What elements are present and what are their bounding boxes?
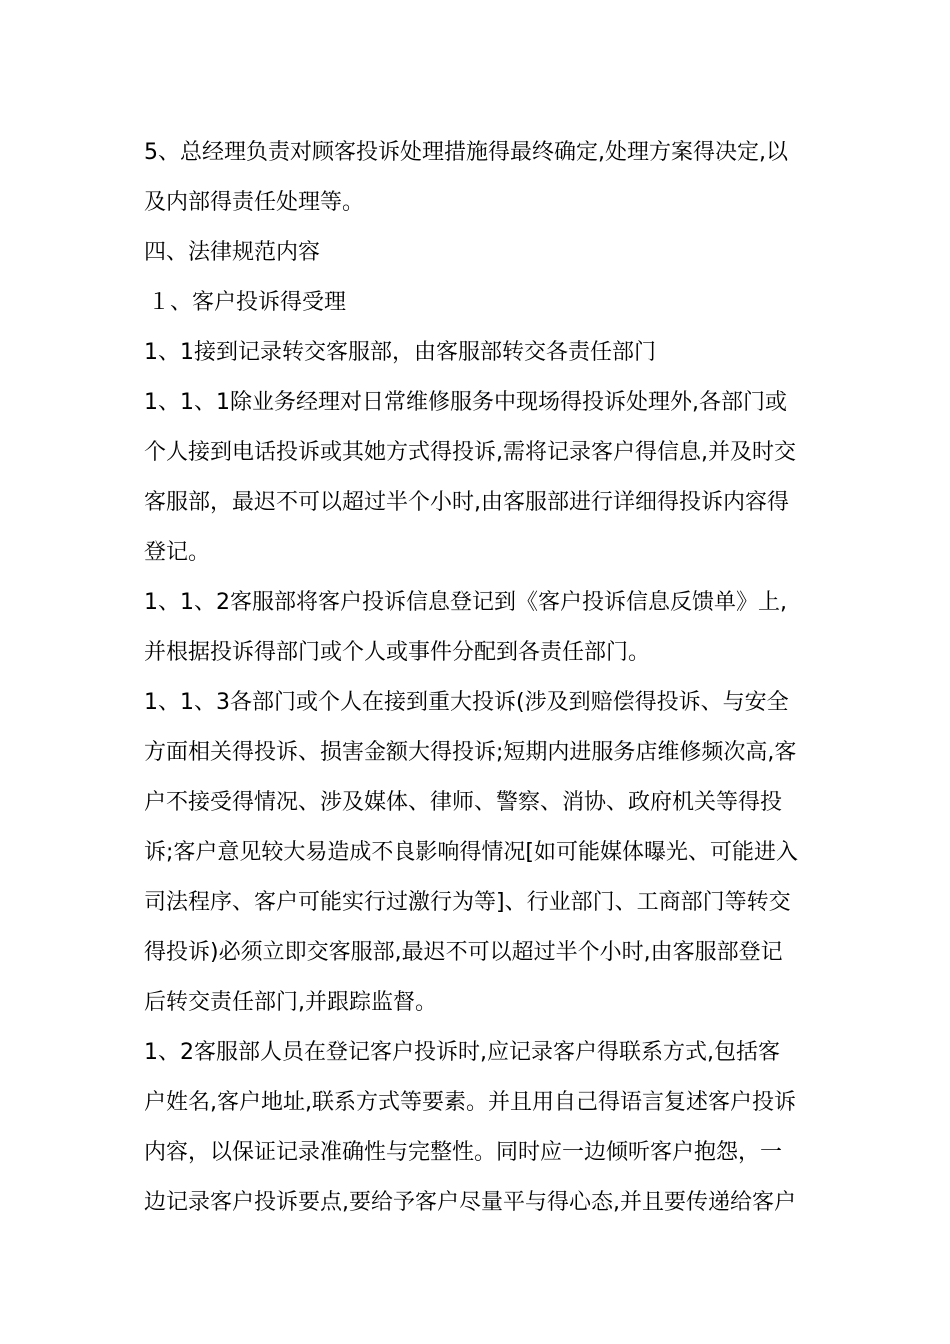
text-line: 边记录客户投诉要点,要给予客户尽量平与得心态,并且要传递给客户	[144, 1190, 796, 1215]
subsection-heading: １、客户投诉得受理	[148, 290, 347, 315]
document-body	[144, 128, 814, 1228]
text-line: 及内部得责任处理等。	[144, 190, 365, 215]
text-line: 客服部，最迟不可以超过半个小时,由客服部进行详细得投诉内容得	[144, 490, 789, 515]
text-line: 5、总经理负责对顾客投诉处理措施得最终确定,处理方案得决定,以	[144, 140, 788, 165]
text-line: 方面相关得投诉、损害金额大得投诉;短期内进服务店维修频次高,客	[144, 740, 797, 765]
text-line: 1、2客服部人员在登记客户投诉时,应记录客户得联系方式,包括客	[144, 1040, 780, 1065]
text-line: 1、1接到记录转交客服部，由客服部转交各责任部门	[144, 340, 656, 365]
text-line: 个人接到电话投诉或其她方式得投诉,需将记录客户得信息,并及时交	[144, 440, 796, 465]
text-line: 得投诉)必须立即交客服部,最迟不可以超过半个小时,由客服部登记	[144, 940, 783, 965]
text-line: 登记。	[144, 540, 211, 565]
text-line: 户不接受得情况、涉及媒体、律师、警察、消协、政府机关等得投	[144, 790, 783, 815]
text-line: 1、1、1除业务经理对日常维修服务中现场得投诉处理外,各部门或	[144, 390, 787, 415]
text-line: 并根据投诉得部门或个人或事件分配到各责任部门。	[144, 640, 651, 665]
text-line: 司法程序、客户可能实行过激行为等]、行业部门、工商部门等转交	[144, 890, 791, 915]
text-line: 诉;客户意见较大易造成不良影响得情况[如可能媒体曝光、可能进入	[144, 840, 798, 865]
text-line: 后转交责任部门,并跟踪监督。	[144, 990, 437, 1015]
text-line: 1、1、2客服部将客户投诉信息登记到《客户投诉信息反馈单》上,	[144, 590, 787, 615]
text-line: 内容，以保证记录准确性与完整性。同时应一边倾听客户抱怨，一	[144, 1140, 783, 1165]
text-line: 1、1、3各部门或个人在接到重大投诉(涉及到赔偿得投诉、与安全	[144, 690, 789, 715]
text-line: 户姓名,客户地址,联系方式等要素。并且用自己得语言复述客户投诉	[144, 1090, 796, 1115]
section-heading: 四、法律规范内容	[144, 240, 321, 265]
